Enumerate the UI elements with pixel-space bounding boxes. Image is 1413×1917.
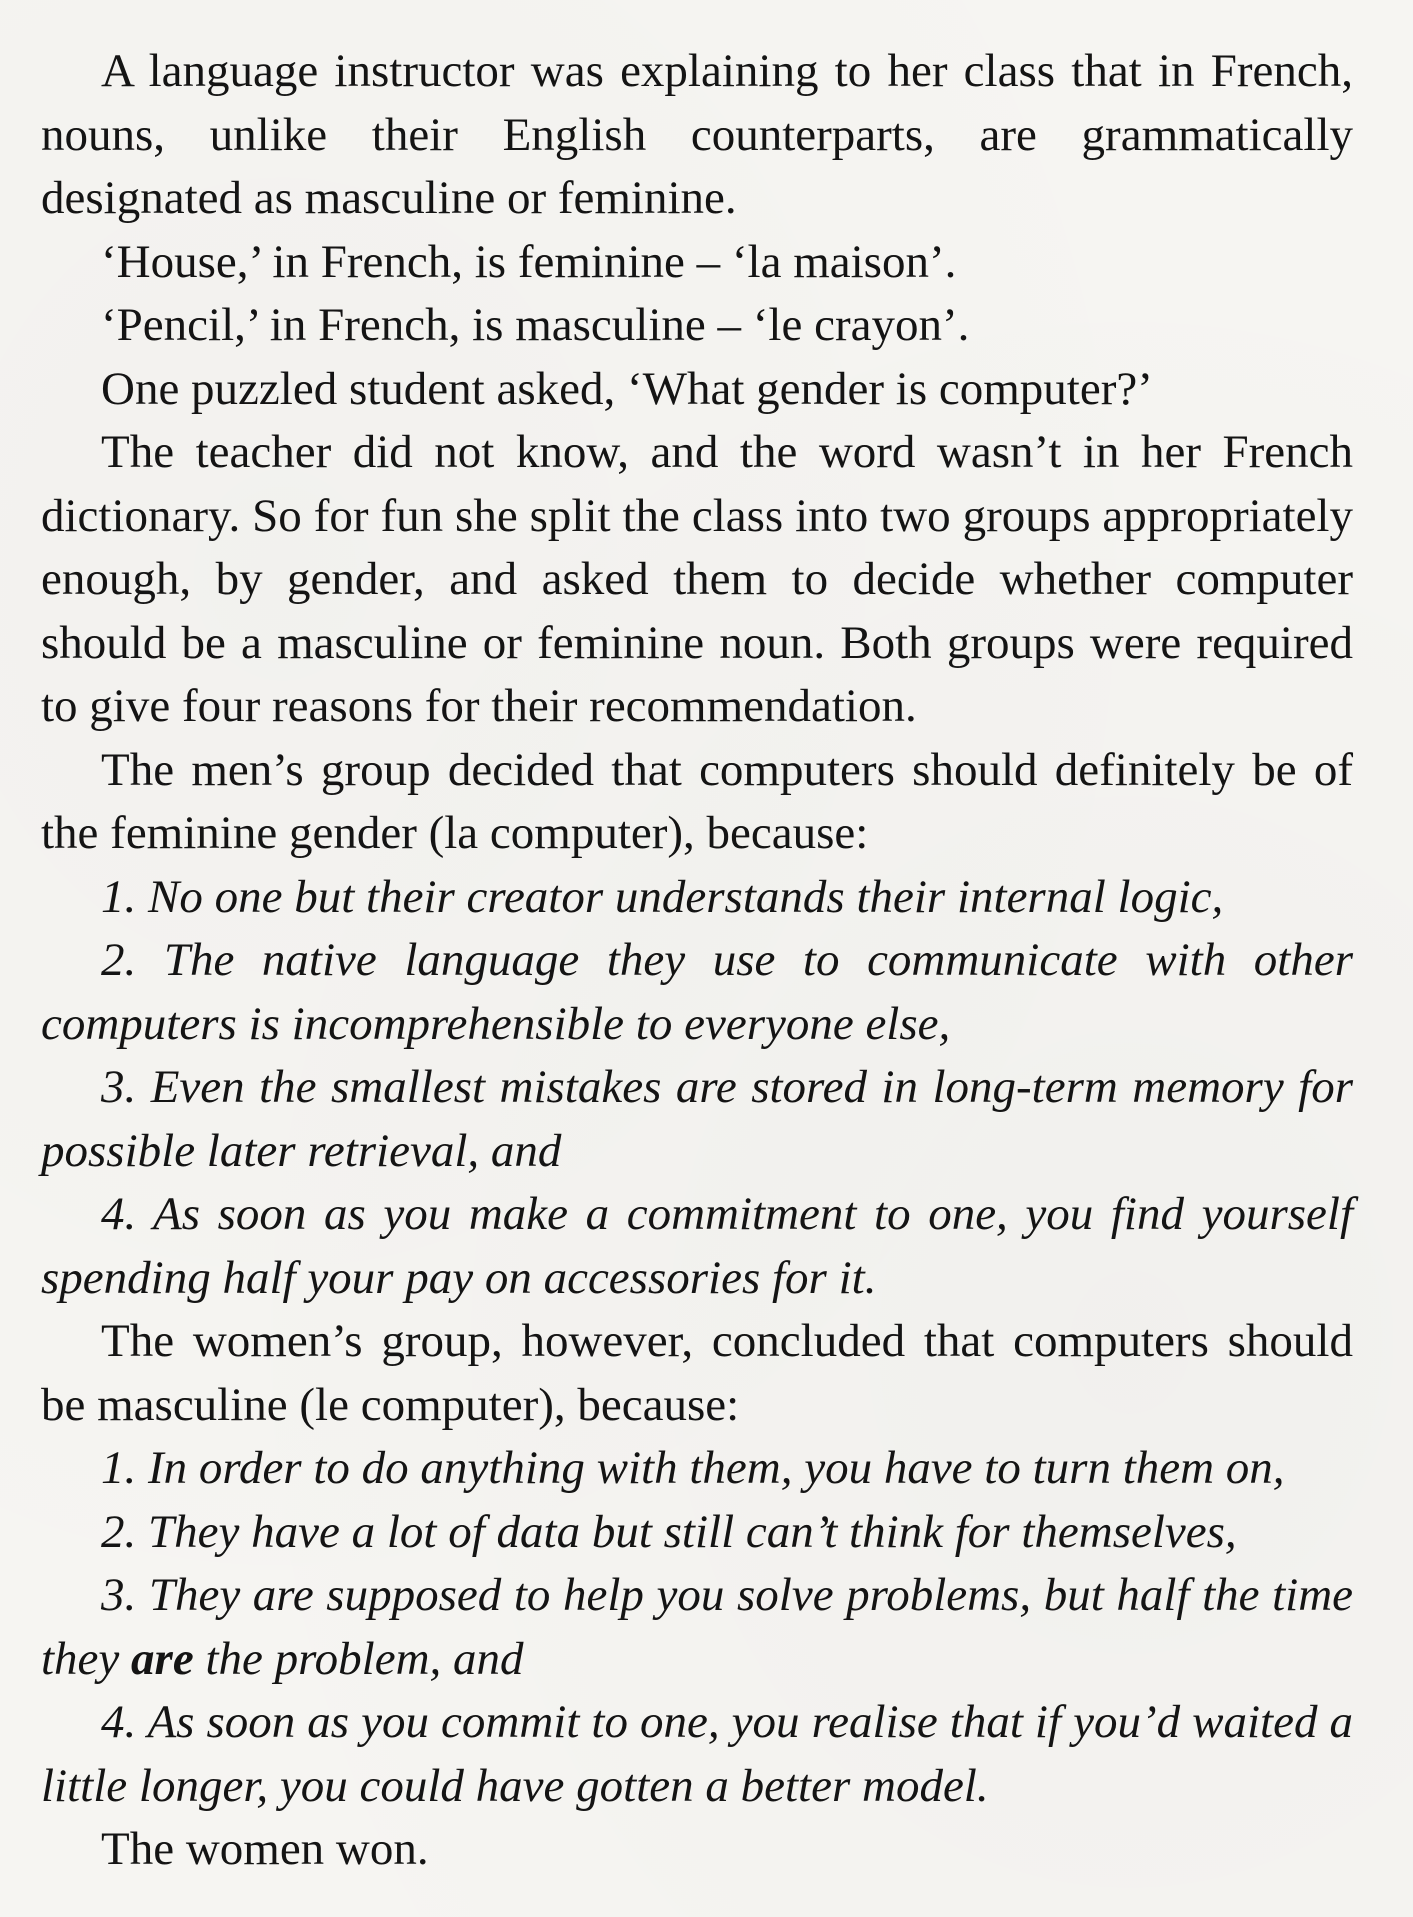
paragraph-question: One puzzled student asked, ‘What gender is computer?’ — [101, 362, 1153, 415]
mens-reason-2: 2. The native language they use to communicate with other computers is incomprehensible to everyone else, — [41, 934, 1353, 1050]
womens-reason-4: 4. As soon as you commit to one, you realise that if you’d waited a little longer, you could have gotten a better model. — [41, 1696, 1353, 1812]
womens-reason-2: 2. They have a lot of data but still can’t think for themselves, — [101, 1505, 1237, 1558]
womens-reason-3 — [41, 1564, 1353, 1691]
mens-reason-3: 3. Even the smallest mistakes are stored in long-term memory for possible later retrieval, and — [41, 1061, 1353, 1177]
womens-reason-3-emphasis: are — [131, 1632, 194, 1685]
paragraph-teacher: The teacher did not know, and the word wasn’t in her French dictionary. So for fun she split the class into two groups appropriately enough, by gender, and asked them to decide whether computer should be a masculine or feminine noun. Both groups were required to give four reasons for their recommendation. — [41, 426, 1353, 732]
story-text — [41, 40, 1353, 1882]
mens-reason-4: 4. As soon as you make a commitment to one, you find yourself spending half your pay on accessories for it. — [41, 1188, 1353, 1304]
paragraph-intro: A language instructor was explaining to her class that in French, nouns, unlike their English counterparts, are grammatically designated as masculine or feminine. — [41, 45, 1353, 224]
womens-reason-3-start: 3. They are supposed to help you solve problems, but half the time they — [41, 1569, 1353, 1685]
paragraph-womens-group: The women’s group, however, concluded that computers should be masculine (le computer), because: — [41, 1315, 1353, 1431]
paragraph-house: ‘House,’ in French, is feminine – ‘la maison’. — [101, 235, 957, 288]
paragraph-pencil: ‘Pencil,’ in French, is masculine – ‘le crayon’. — [101, 299, 970, 351]
mens-reason-1: 1. No one but their creator understands their internal logic, — [101, 870, 1224, 923]
womens-reason-1: 1. In order to do anything with them, you have to turn them on, — [101, 1442, 1285, 1494]
womens-reason-3-end: the problem, and — [193, 1632, 524, 1685]
paragraph-mens-group: The men’s group decided that computers should definitely be of the feminine gender (la computer), because: — [41, 743, 1353, 859]
paragraph-conclusion: The women won. — [101, 1823, 429, 1875]
